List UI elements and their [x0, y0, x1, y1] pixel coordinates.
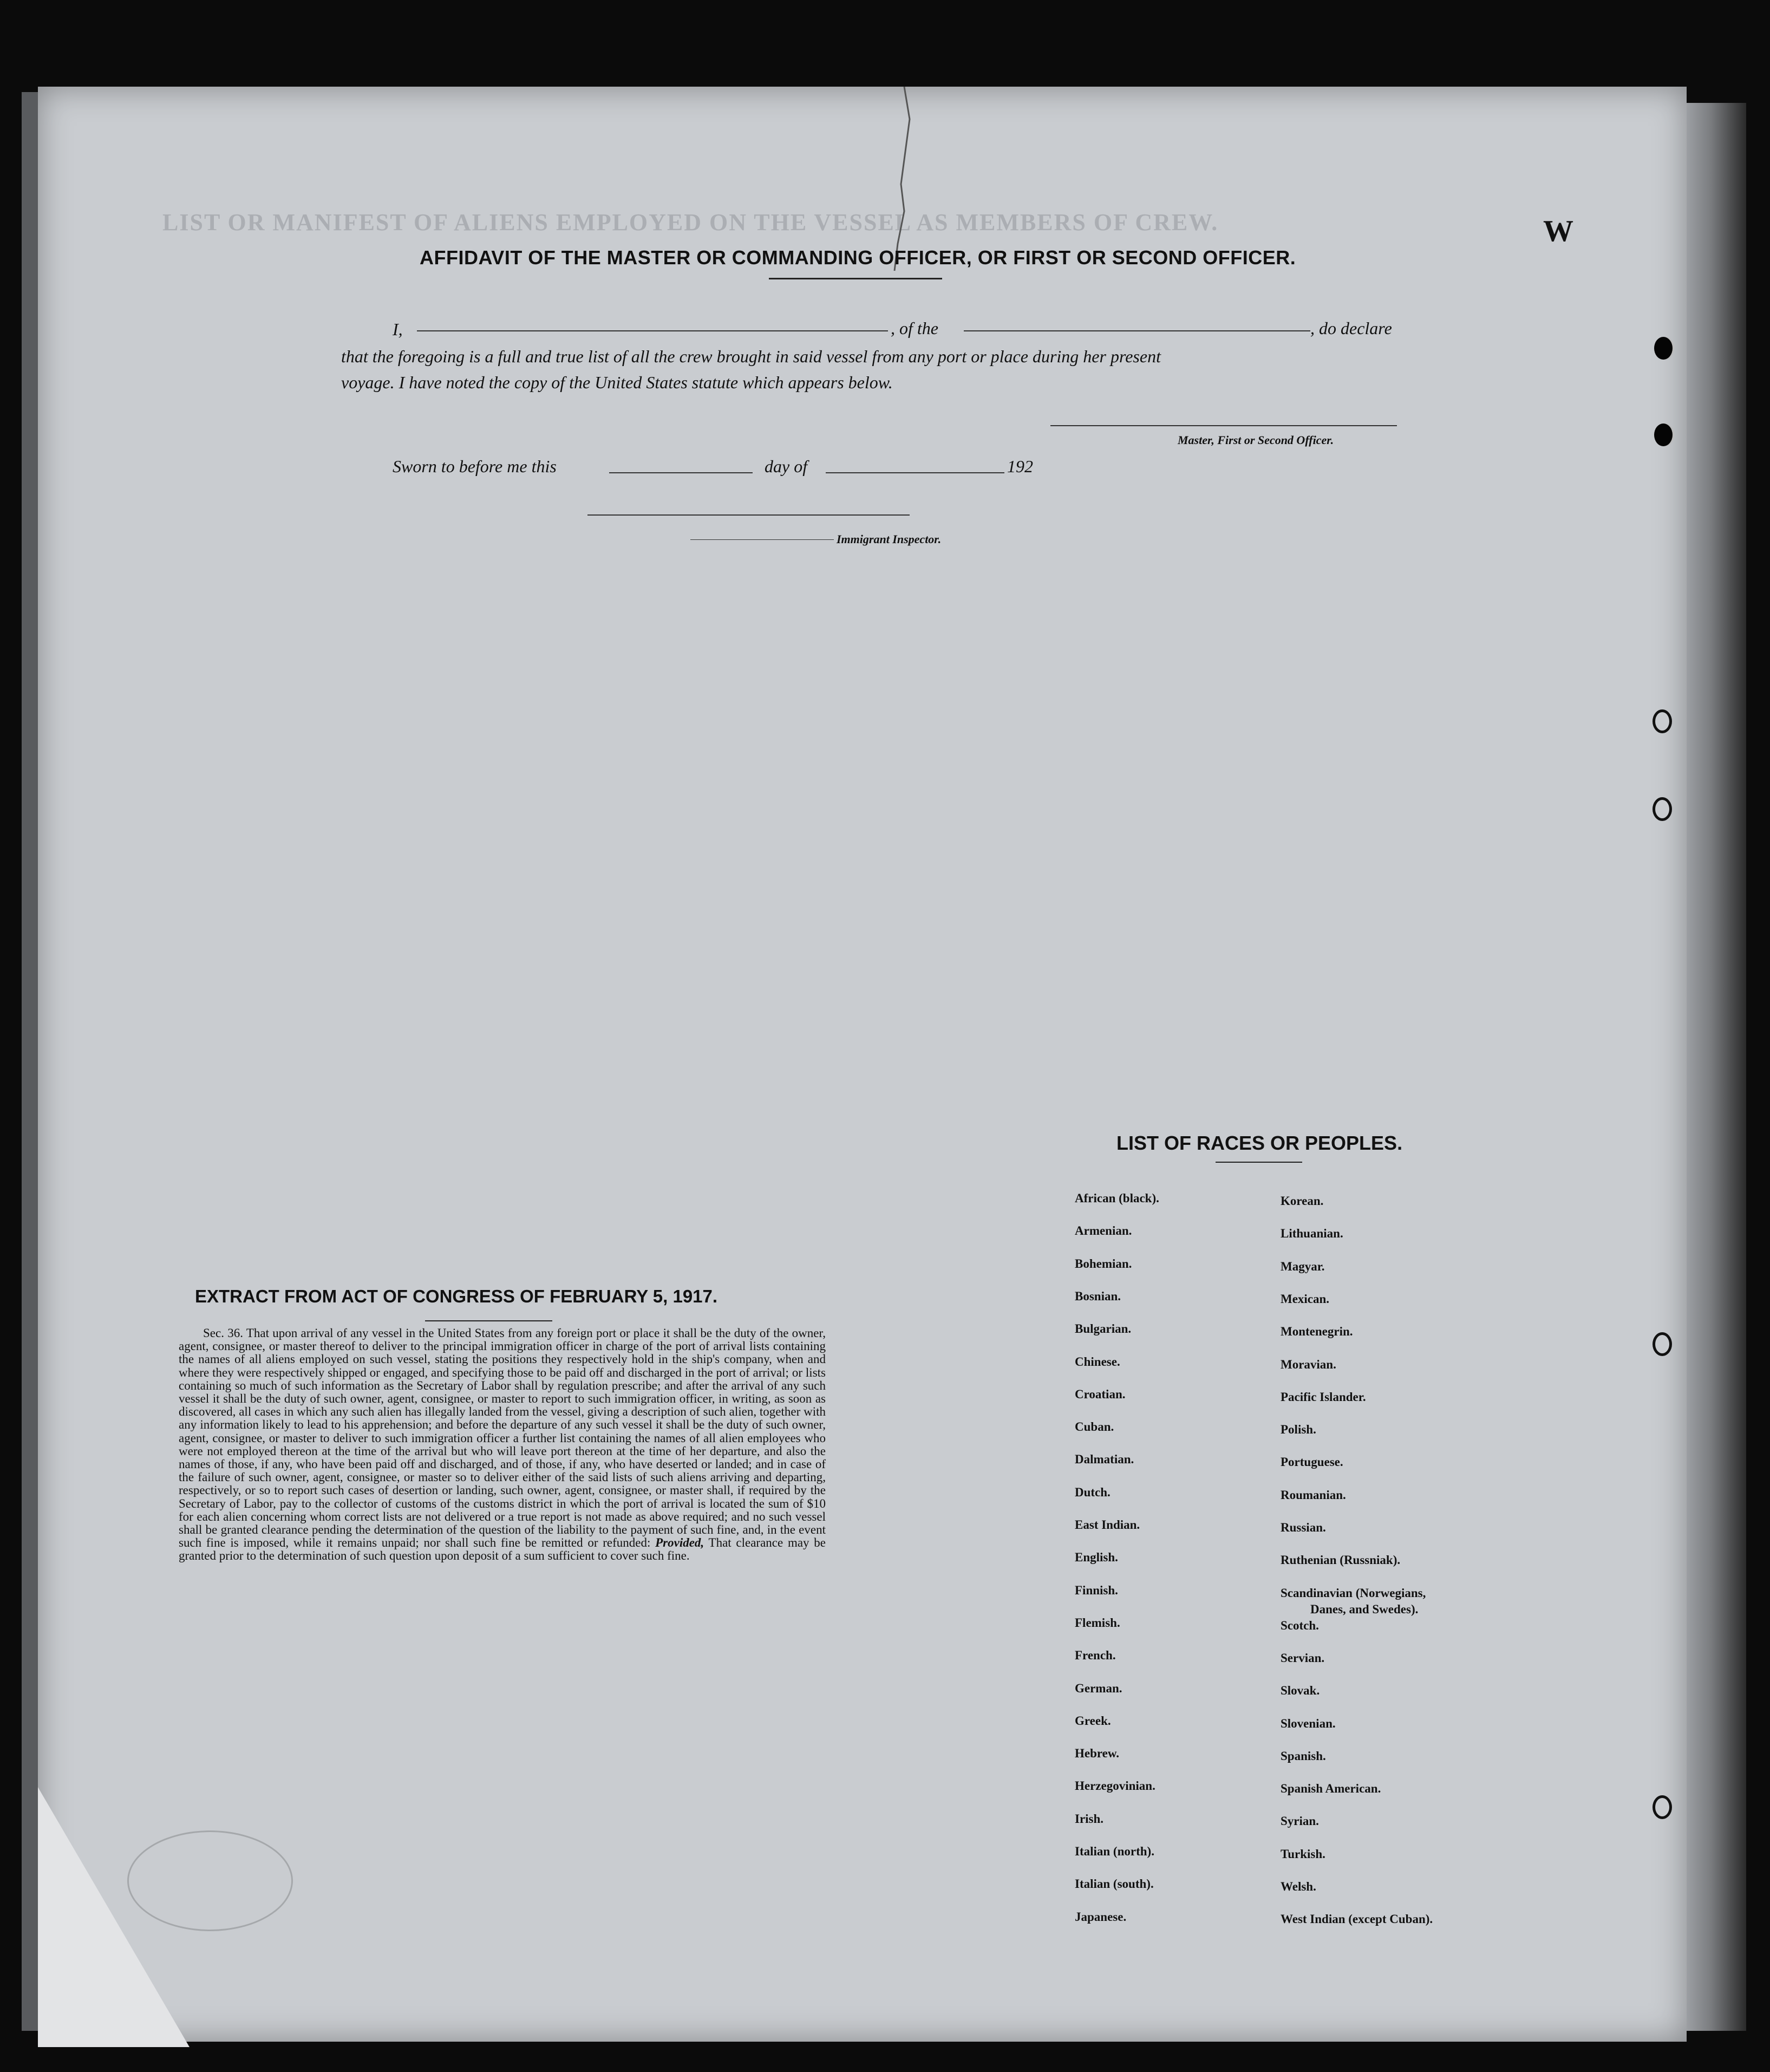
affidavit-text-line: voyage. I have noted the copy of the United States statute which appears below.: [341, 373, 893, 392]
race-item: German.: [1075, 1681, 1122, 1695]
race-item: Irish.: [1075, 1812, 1104, 1826]
race-item: Spanish.: [1281, 1749, 1326, 1763]
races-title-underline: [1216, 1162, 1302, 1163]
race-item: Chinese.: [1075, 1354, 1120, 1369]
race-item: Italian (south).: [1075, 1877, 1154, 1891]
race-item: Japanese.: [1075, 1910, 1127, 1924]
vessel-name-line: [964, 330, 1310, 331]
race-item: Cuban.: [1075, 1420, 1114, 1434]
sworn-day-line: [609, 472, 753, 473]
race-item: Armenian.: [1075, 1224, 1132, 1238]
provided-word: Provided,: [655, 1536, 704, 1550]
race-item: Danes, and Swedes).: [1310, 1602, 1419, 1616]
race-item: Korean.: [1281, 1194, 1324, 1208]
race-item: Spanish American.: [1281, 1782, 1381, 1796]
race-item: Moravian.: [1281, 1357, 1336, 1371]
race-item: Welsh.: [1281, 1880, 1316, 1893]
race-item: Bulgarian.: [1075, 1322, 1132, 1336]
race-item: Turkish.: [1281, 1847, 1325, 1861]
races-title: LIST OF RACES OR PEOPLES.: [1116, 1132, 1403, 1154]
race-item: Finnish.: [1075, 1583, 1118, 1597]
day-of-label: day of: [765, 457, 808, 476]
race-item: Lithuanian.: [1281, 1227, 1343, 1241]
race-item: Hebrew.: [1075, 1747, 1119, 1761]
punch-hole: [1653, 797, 1672, 821]
inspector-short-line: [690, 539, 834, 540]
race-item: Ruthenian (Russniak).: [1281, 1553, 1401, 1567]
right-page-edge: [1687, 103, 1746, 2031]
race-item: Portuguese.: [1281, 1455, 1343, 1469]
race-item: Bosnian.: [1075, 1289, 1121, 1303]
race-item: East Indian.: [1075, 1518, 1140, 1532]
title-underline: [769, 278, 942, 279]
race-item: Italian (north).: [1075, 1845, 1154, 1858]
affidavit-title: AFFIDAVIT OF THE MASTER OR COMMANDING OFFICER, OR FIRST OR SECOND OFFICER.: [420, 246, 1296, 269]
race-item: Pacific Islander.: [1281, 1390, 1366, 1404]
left-page-edge: [22, 92, 38, 2031]
officer-signature-caption: Master, First or Second Officer.: [1178, 433, 1334, 447]
affidavit-text-line: that the foregoing is a full and true list of all the crew brought in said vessel from any port or place during her present: [341, 347, 1161, 366]
extract-text-continued: That clearance may be granted prior to the determination of such question upon deposit of a sum sufficient to cover such fine.: [179, 1536, 826, 1563]
officer-name-line: [417, 330, 888, 331]
race-item: Roumanian.: [1281, 1488, 1346, 1502]
race-item: Montenegrin.: [1281, 1325, 1353, 1339]
race-item: Slovenian.: [1281, 1716, 1336, 1730]
paper-crack: [866, 87, 931, 271]
affidavit-i-label: I,: [393, 320, 403, 339]
officer-signature-line: [1050, 425, 1397, 426]
race-item: Bohemian.: [1075, 1256, 1132, 1270]
race-item: Polish.: [1281, 1423, 1316, 1437]
section-label: Sec. 36.: [203, 1326, 243, 1340]
extract-body: [179, 1327, 826, 1563]
punch-hole: [1654, 337, 1673, 360]
inspector-signature-line: [587, 514, 910, 516]
race-item: Greek.: [1075, 1713, 1111, 1728]
race-item: African (black).: [1075, 1191, 1159, 1205]
race-item: English.: [1075, 1550, 1118, 1565]
race-item: Dalmatian.: [1075, 1452, 1134, 1467]
page-mark: W: [1543, 214, 1573, 248]
race-item: Croatian.: [1075, 1387, 1126, 1401]
affidavit-do-declare-label: , do declare: [1310, 318, 1392, 338]
race-item: Servian.: [1281, 1651, 1325, 1665]
punch-hole: [1653, 1332, 1672, 1356]
race-item: Dutch.: [1075, 1485, 1111, 1499]
faded-stamp: [127, 1830, 293, 1931]
race-item: French.: [1075, 1649, 1116, 1663]
punch-hole: [1653, 709, 1672, 733]
race-item: Mexican.: [1281, 1292, 1330, 1306]
sworn-month-line: [826, 472, 1004, 473]
extract-title-underline: [425, 1320, 552, 1321]
race-item: Herzegovinian.: [1075, 1779, 1155, 1793]
race-item: West Indian (except Cuban).: [1281, 1912, 1433, 1926]
affidavit-of-the-label: , of the: [891, 318, 938, 338]
year-prefix: 192: [1007, 457, 1033, 476]
inspector-caption: Immigrant Inspector.: [837, 532, 942, 546]
extract-text: That upon arrival of any vessel in the United States from any foreign port or place it shall be the duty of the owner, agent, consignee, or master thereof to deliver to the principal immigration officer in charge of the port of arrival lists containing the names of all aliens employed on such vessel, stating the positions they respectively hold in the ship's company, when and where they were respectively shipped or engaged, and specifying those to be paid off and discharged in the port of arrival; or lists containing so much of such information as the Secretary of Labor shall by regulation prescribe; and after the arrival of any such vessel it shall be the duty of such owner, agent, consignee, or master to report to such immigration officer, in writing, as soon as discovered, all cases in which any such alien has illegally landed from the vessel, giving a description of such alien, together with any information likely to lead to his apprehension; and before the departure of any such vessel it shall be the duty of such owner, agent, consignee, or master to deliver to such immigration officer a further list containing the names of all alien employees who were not employed thereon at the time of the arrival but who will leave port thereon at the time of her departure, and also the names of those, if any, who have been paid off and discharged, and of those, if any, who have deserted or landed; and in case of the failure of such owner, agent, consignee, or master so to deliver either of the said lists of such aliens arriving and departing, respectively, or so to report such cases of desertion or landing, such owner, agent, consignee, or master shall, if required by the Secretary of Labor, pay to the collector of customs of the customs district in which the port of arrival is located the sum of $10 for each alien concerning whom correct lists are not delivered or a true report is not made as above required; and no such vessel shall be granted clearance pending the determination of the question of the liability to the payment of such fine, and, in the event such fine is imposed, while it remains unpaid; nor shall such fine be remitted or refunded:: [179, 1326, 826, 1550]
bleed-through-heading: LIST OR MANIFEST OF ALIENS EMPLOYED ON THE VESSEL AS MEMBERS OF CREW.: [162, 209, 1219, 236]
race-item: Flemish.: [1075, 1615, 1120, 1630]
race-item: Slovak.: [1281, 1684, 1320, 1698]
race-item: Magyar.: [1281, 1259, 1325, 1273]
race-item: Syrian.: [1281, 1814, 1319, 1828]
race-item: Russian.: [1281, 1521, 1326, 1534]
sworn-label: Sworn to before me this: [393, 457, 557, 476]
race-item: Scandinavian (Norwegians,: [1281, 1586, 1426, 1600]
punch-hole: [1653, 1795, 1672, 1819]
race-item: Scotch.: [1281, 1618, 1319, 1632]
punch-hole: [1654, 423, 1673, 446]
extract-title: EXTRACT FROM ACT OF CONGRESS OF FEBRUARY 5, 1917.: [195, 1286, 718, 1306]
